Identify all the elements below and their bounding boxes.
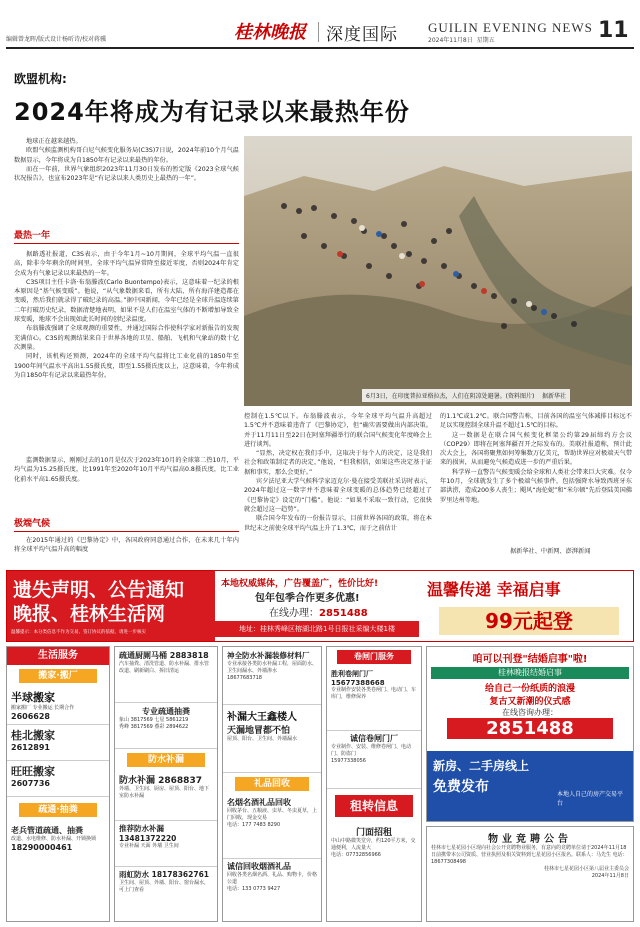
ad-shengli-door: 胜利卷闸门厂 15677388668 专业制作安装各类卷闸门、电动门、车库门，维修保养 xyxy=(327,667,421,731)
property-notice xyxy=(426,826,634,922)
banner-right-title: 温馨传递 幸福启事 xyxy=(427,580,561,599)
notice-sign: 桂林市七星花园小区第八届业主委员会 xyxy=(543,866,629,872)
ad-toilet: 疏通厨厕马桶 2883818 汽车抽粪、清洗管道、防水补漏、排水管改道、刷新刷白、拆旧清运 xyxy=(115,647,217,703)
article-column-2: 控制在1.5℃以下。布翁滕波表示，今年全球平均气温升高超过1.5℃并不意味着违背了《巴黎协定》，但“确实需要做出内部决策。并于11月11日至22日在阿塞拜疆举行的联合国气候变化年度峰会上进行谈判。 “显然，决定权在我们手中，这取决于每个人的决定，这是我们社会和政策制定者的决定，”他说，“但我相信，如果这些决定基于证据和事实，那么会更好。” 宾夕法尼亚大学气候科学家迈克尔·曼在接受美联社采访时表示，2024年超过这一数字并不意味着全球变暖的总体趋势已经超过了《巴黎协定》设定的“门槛”。他说：“如果不采取一致行动，它很快就会超过这一趋势”。 联合国今年发布的一份报告显示，目前世界各国的政策，将在本世纪末之前使全球平均气温上升了1.3℃，而于之前估计 xyxy=(244,413,432,532)
newspaper-logo: 桂林晚报 xyxy=(234,22,306,43)
article-lead: 地球正在越来越热。 欧盟气候监测机构哥白尼气候变化服务局(C3S)7日说，2024年前10个月气温数据显示，今年将成为自1850年有记录以来最热的年份。 而在一年前，世界气象组织2023年11月30日发布的暂定版《2023全球气候状况报告》，也宣布2023年是“有记录以来人类历史上最热的一年”。 xyxy=(14,138,239,183)
notice-body: 桂林市七星花园小区现向社会公开竞聘物业服务，有意向的竞聘单位请于2024年11月18日前携带本公司资质、营业执照及相关资料到七星花园小区报名。联系人：马先生 电话：18677308498 xyxy=(431,845,628,865)
ad-shenquan: 神全防水补漏装修材料厂 专业承接各类防水补漏工程，屋面防水、卫生间漏水、外墙渗水 18677683718 xyxy=(223,647,321,705)
banner-left xyxy=(7,571,215,641)
door-header: 卷闸门服务 xyxy=(337,650,411,664)
ad-sewer: 老兵管道疏通、抽粪 改道、水电维修、防水补漏、开锁换锁 18290000461 xyxy=(11,826,97,852)
notice-date: 2024年11月8日 xyxy=(591,873,629,879)
ad-banqiu: 半球搬家 搬家搬厂 专业搬运 长期合作 2606628 xyxy=(7,687,109,725)
section-title: 深度国际 xyxy=(326,25,398,45)
crowd-photo-illustration xyxy=(244,136,632,406)
leak-header: 防水补漏 xyxy=(127,753,205,767)
ad-rent: 门面招租 中山中路微笑堂旁，约120平方米，交通便利，人流量大 电话：07732856966 xyxy=(331,828,416,858)
banner-mid-1: 本地权威媒体，广告覆盖广，性价比好! xyxy=(221,579,379,589)
masthead-divider xyxy=(318,22,319,42)
col1-header: 生活服务 xyxy=(7,647,109,665)
ad-leak: 防水补漏 2868837 外墙、卫生间、厨房、屋顶、阳台、地下室防水补漏 xyxy=(115,771,217,821)
article-column-1b: 监测数据显示，刚刚过去的10月是仅次于2023年10月的全球第二热10月，平均气温为15.25摄氏度，比1991年至2020年10月平均气温高0.8摄氏度，比工业化前水平高1.65摄氏度。 xyxy=(14,457,239,483)
banner-price: 99元起登 xyxy=(439,607,619,635)
banner-mid-2: 包年包季合作更多优惠! xyxy=(255,593,360,604)
masthead-rule xyxy=(6,47,634,49)
sewer-header: 疏通·抽粪 xyxy=(19,803,97,817)
classified-col-1 xyxy=(6,646,110,922)
ad-yuhong: 雨虹防水 18178362761 卫生间、屋顶、外墙、阳台、窗台漏水，可上门查看 xyxy=(119,870,210,893)
article-column-3: 的1.1℃或1.2℃。联合国警告称，目前各国的温室气体减排目标远不足以实现控制全球升温不超过1.5℃的目标。 这一数据是在联合国气候变化框架公约第29届缔约方会议（COP29）即将在阿塞拜疆召开之际发布的。美联社报道称，预计此次大会上，各国将聚焦如何筹集数万亿美元，帮助世界应对极端天气带来的损害，从而避免气候造成进一步的严重后果。 科学界一直警告气候变暖会给全球和人类社会带来巨大灾难。仅今年10月，全球就发生了多个极端气候事件，包括强降水导致西班牙东部洪涝，造成200多人丧生；飓风“海伦妮”和“米尔顿”先后登陆美国佛罗里达州等地。 xyxy=(440,413,632,504)
ad-wine: 诚信回收烟酒礼品 回收各类名烟名酒、礼品、购物卡，价格公道 电话：133 0773 9427 xyxy=(227,862,318,892)
article-column-1c: 在2015年通过的《巴黎协定》中，各国政府同意通过合作，在未来几十年内将全球平均气温升高的幅度 xyxy=(14,537,239,554)
article-headline: 2024年将成为有记录以来最热年份 xyxy=(14,98,410,126)
article-photo xyxy=(244,136,632,406)
moving-header: 搬家·搬厂 xyxy=(19,669,97,683)
paper-english-name: GUILIN EVENING NEWS xyxy=(428,20,593,35)
ad-guibei: 桂北搬家 2612891 xyxy=(7,725,109,761)
notice-title: 物业竞聘公告 xyxy=(488,834,572,845)
issue-date: 2024年11月8日 星期五 xyxy=(428,37,495,44)
article-column-1: 据路透社报道，C3S表示，由于今年1月~10月期间，全球平均气温一直很高，除非今年剩余的时间里，全球平均气温异常降至接近零度，否则2024年肯定会成为有气象记录以来最热的一年。 C3S项目主任卡洛·布翁滕波(Carlo Buontempo)表示，这意味着一纪录的根本原因是“基气候变暖”。他说，“从气象数据来看，所有大陆、所有海洋建造都在变暖，然后我们就录得了破纪录的高温。”据中国新闻，今年已经是全球升温连续第二年打破历史纪录，数据清楚地表明，如果不是人们在温室气体的不断增加导致全球变暖，地球不会出现如此长时间的创纪录温度。 布翁滕波强调了全球观测的重要性，并通过国际合作使科学家对新报告的发现充满信心。C3S的观测结果来自于世界各地的卫星、船舶、飞机和气象站的数十亿次测量。 同时，该机构还预测，2024年的全球平均气温将比工业化前的1850年至1900年间气温水平高出1.55摄氏度，即至1.55摄氏度以上，这意味着，今年将成为自1850年有记录以来最热年份。 xyxy=(14,251,239,379)
banner-address: 地址：桂林秀峰区榕湖北路1号日报社采编大楼1楼 xyxy=(215,621,419,637)
banner-right xyxy=(419,571,633,641)
ad-chengxin-door: 诚信卷闸门厂 专业制作、安装、维修卷闸门、电动门、防盗门 15977338056 xyxy=(327,731,421,789)
gift-header: 礼品回收 xyxy=(235,777,309,791)
subhead-hottest-year: 最热一年 xyxy=(14,228,239,244)
classified-col-5 xyxy=(426,646,634,822)
banner-title-2: 晚报、桂林生活网 xyxy=(13,603,166,625)
banner-notice: 温馨提示：本分类信息不作为交易、签订协议的依据，请进一步核实 xyxy=(11,630,146,635)
ad-pipe: 专业疏通抽粪 象山 3817569 七星 5861219 秀峰 3817569 叠彩 2894622 xyxy=(115,703,217,749)
photo-caption: 6月3日，在印度普拉亚格拉杰，人们在阴凉处避暑。(资料图片) 据新华社 xyxy=(362,389,570,402)
ad-recommend: 推荐防水补漏 13481372220 专业补漏 天面 外墙 卫生间 xyxy=(115,821,217,867)
subhead-extreme-weather: 极端气候 xyxy=(14,516,239,532)
article-credit: 据新华社、中新网、澎湃新闻 xyxy=(510,548,591,555)
rent-header: 租转信息 xyxy=(335,795,413,817)
banner-title-1: 遗失声明、公告通知 xyxy=(13,579,185,601)
article-kicker: 欧盟机构: xyxy=(14,72,67,86)
classified-banner xyxy=(6,570,634,642)
classified-col-4 xyxy=(326,646,422,922)
ad-wangwang: 旺旺搬家 2607736 xyxy=(7,761,109,797)
classified-col-3 xyxy=(222,646,322,922)
ad-housing: 新房、二手房线上 免费发布 本地人自己的房产交易平台 xyxy=(427,751,633,821)
banner-middle xyxy=(215,571,419,641)
banner-phone: 在线办理：2851488 xyxy=(269,608,368,619)
page-number: 11 xyxy=(598,18,629,43)
ad-gift: 名烟名酒礼品回收 回收茅台、五粮液、虫草、冬虫夏草，上门回收，现金交易 电话：177 7483 8290 xyxy=(223,795,321,859)
ad-leak-king: 补漏大王鑫楼人 天漏地冒都不怕 屋顶、阳台、卫生间、外墙漏水 xyxy=(223,705,321,773)
ad-wedding: 咱可以刊登"结婚启事"啦! 桂林晚报结婚启事 给自己一份纸质的浪漫 复古又新潮的仪式感 在线咨询办理： 2851488 xyxy=(427,647,633,751)
editor-credits: 编辑曾龙晖/版式设计杨昕诗/校对蒋骥 xyxy=(6,36,107,43)
classified-col-2 xyxy=(114,646,218,922)
